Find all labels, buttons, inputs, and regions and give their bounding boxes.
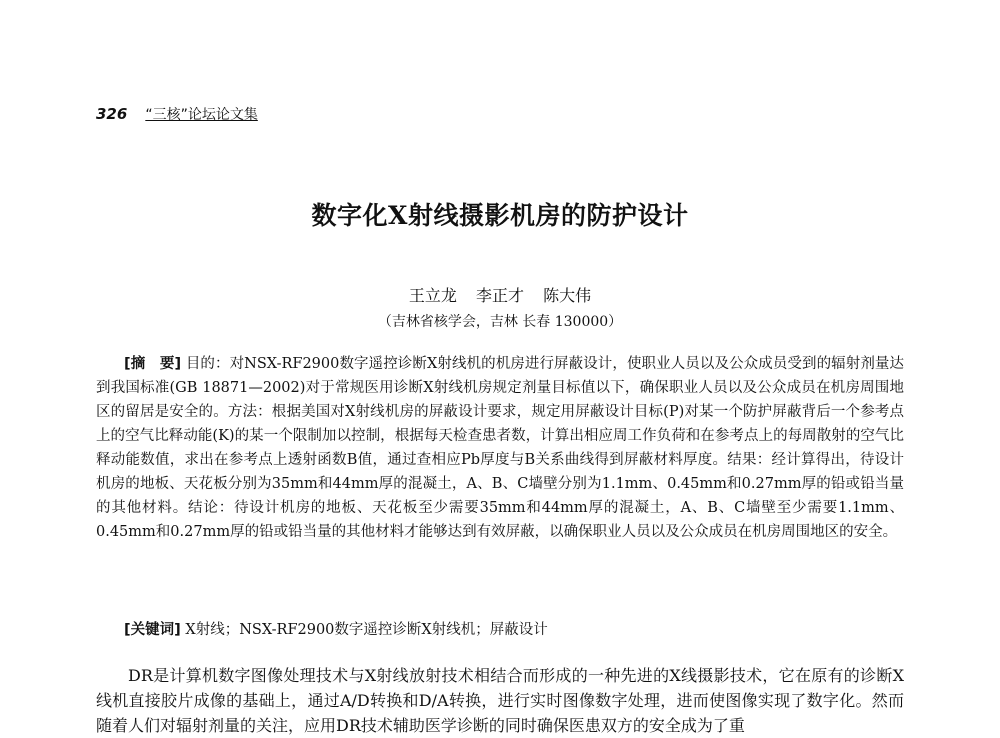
body-paragraph: DR是计算机数字图像处理技术与X射线放射技术相结合而形成的一种先进的X线摄影技术，它在原有的诊断X线机直接胶片成像的基础上，通过A/D转换和D/A转换，进行实时图像数字处理，进而使图像实现了数字化。然而随着人们对辐射剂量的关注，应用DR技术辅助医学诊断的同时确保医患双方的安全成为了重 <box>96 666 904 735</box>
abstract-text: 目的：对NSX-RF2900数字遥控诊断X射线机的机房进行屏蔽设计，使职业人员以及公众成员受到的辐射剂量达到我国标准(GB 18871—2002)对于常规医用诊断X射线机房规定剂量目标值以下，确保职业人员以及公众成员在机房周围地区的留居是安全的。方法：根据美国对X射线机房的屏蔽设计要求，规定用屏蔽设计目标(P)对某一个防护屏蔽背后一个参考点上的空气比释动能(K)的某一个限制加以控制，根据每天检查患者数，计算出相应周工作负荷和在参考点上的每周散射的空气比释动能数值，求出在参考点上透射函数B值，通过查相应Pb厚度与B关系曲线得到屏蔽材料厚度。结果：经计算得出，待设计机房的地板、天花板分别为35mm和44mm厚的混凝土，A、B、C墙壁分别为1.1mm、0.45mm和0.27mm厚的铅或铅当量的其他材料。结论：待设计机房的地板、天花板至少需要35mm和44mm厚的混凝土，A、B、C墙壁至少需要1.1mm、0.45mm和0.27mm厚的铅或铅当量的其他材料才能够达到有效屏蔽，以确保职业人员以及公众成员在机房周围地区的安全。 <box>96 356 905 540</box>
abstract <box>96 352 904 544</box>
journal-name: “三核”论坛论文集 <box>145 107 258 123</box>
keywords-label: [关键词] <box>124 622 181 638</box>
paper-title: 数字化X射线摄影机房的防护设计 <box>311 201 689 230</box>
paper-affiliation: （吉林省核学会，吉林 长春 130000） <box>377 314 623 330</box>
keywords <box>124 618 548 639</box>
running-header <box>96 104 258 124</box>
paper-authors: 王立龙 李正才 陈大伟 <box>408 286 592 305</box>
abstract-label: [摘 要] <box>124 356 182 372</box>
keywords-text: X射线；NSX-RF2900数字遥控诊断X射线机；屏蔽设计 <box>185 622 548 638</box>
page-number: 326 <box>96 105 128 123</box>
